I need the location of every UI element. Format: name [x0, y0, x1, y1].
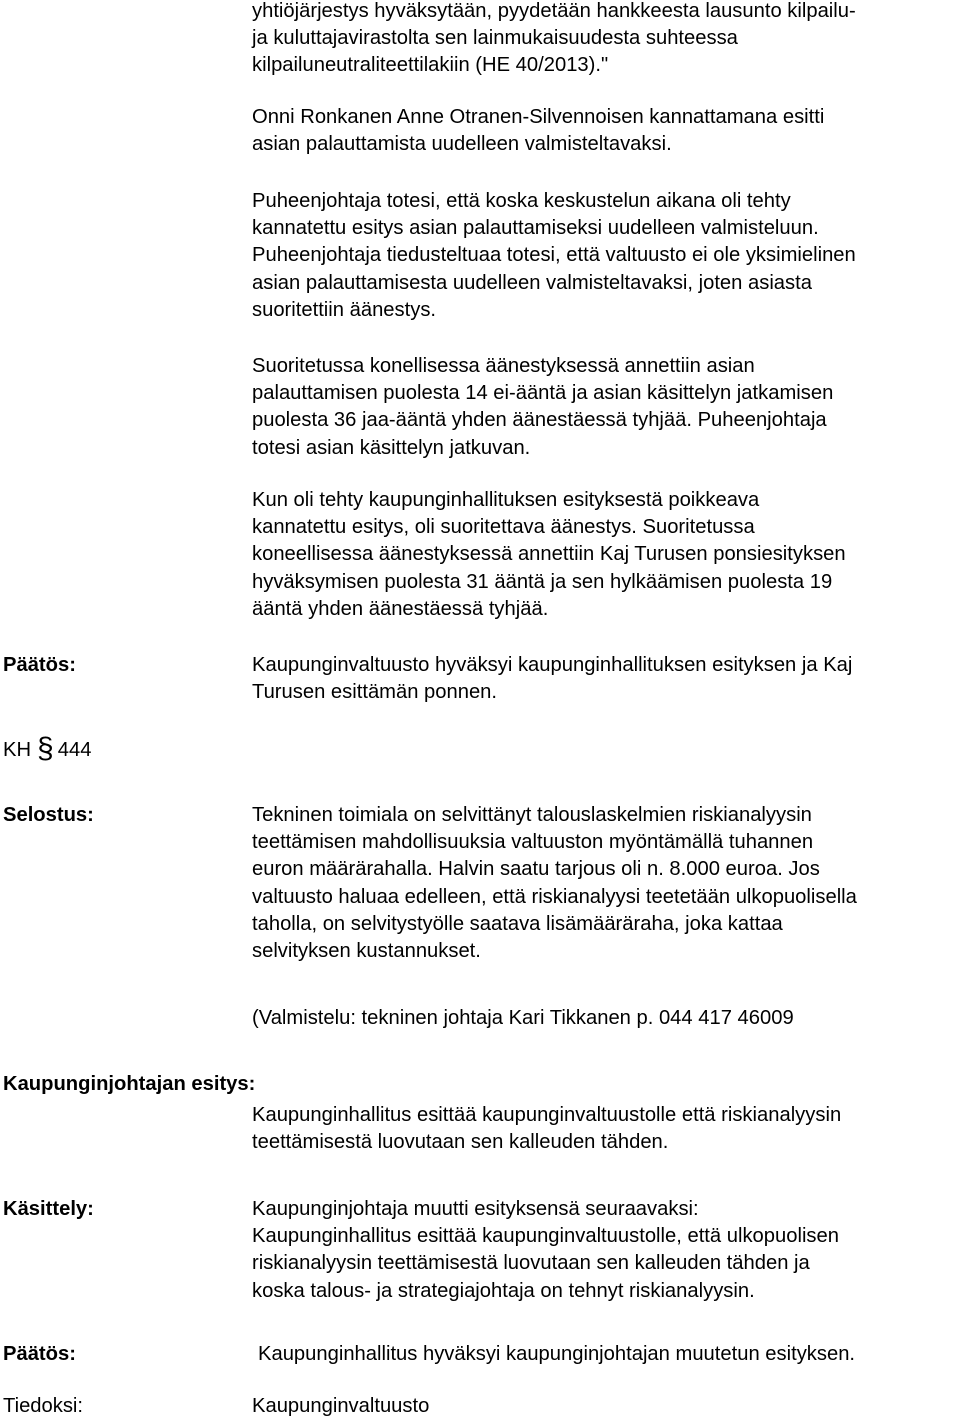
onni-paragraph: [252, 104, 960, 158]
onni-line: asian palauttamista uudelleen valmisteltavaksi.: [252, 133, 672, 156]
kh-prefix: KH: [3, 739, 32, 761]
section-mark: §: [37, 732, 54, 765]
suoritetussa-line: palauttamisen puolesta 14 ei-ääntä ja asian käsittelyn jatkamisen: [252, 382, 834, 405]
selostus-text: [252, 802, 960, 965]
section-number: [3, 732, 92, 765]
puheenjohtaja-line: kannatettu esitys asian palauttamiseksi uudelleen valmisteluun.: [252, 217, 819, 240]
paatos2-label: Päätös:: [3, 1343, 76, 1365]
suoritetussa-paragraph: [252, 353, 960, 462]
paatos2-text: Kaupunginhallitus hyväksyi kaupunginjohtajan muutetun esityksen.: [258, 1343, 856, 1365]
puheenjohtaja-line: suoritettiin äänestys.: [252, 298, 437, 321]
kasittely-line: riskianalyysin teettämisestä luovutaan sen kalleuden tähden ja: [252, 1252, 810, 1275]
puheenjohtaja-line: Puheenjohtaja totesi, että koska keskustelun aikana oli tehty: [252, 190, 791, 212]
paatos-label: Päätös:: [3, 654, 76, 676]
kun-line: koneellisessa äänestyksessä annettiin Kaj Turusen ponsiesityksen: [252, 543, 846, 566]
puheenjohtaja-line: asian palauttamisesta uudelleen valmisteltavaksi, joten asiasta: [252, 271, 812, 294]
selostus-line: valtuusto haluaa edelleen, että riskianalyysi teetetään ulkopuolisella: [252, 885, 857, 908]
intro-line: kilpailuneutraliteettilakiin (HE 40/2013).": [252, 54, 609, 77]
selostus-line: taholla, on selvitystyölle saatava lisämääräraha, joka kattaa: [252, 912, 783, 935]
kun-line: Kun oli tehty kaupunginhallituksen esityksestä poikkeava: [252, 489, 760, 511]
puheenjohtaja-paragraph: [252, 188, 960, 324]
kasittely-text: [252, 1196, 960, 1305]
paatos-line: Turusen esittämän ponnen.: [252, 681, 498, 704]
intro-line: yhtiöjärjestys hyväksytään, pyydetään hankkeesta lausunto kilpailu-: [252, 0, 856, 22]
kun-paragraph: [252, 487, 960, 623]
esitys-line: Kaupunginhallitus esittää kaupunginvaltuustolle että riskianalyysin: [252, 1104, 842, 1126]
suoritetussa-line: totesi asian käsittelyn jatkuvan.: [252, 436, 531, 459]
kun-line: hyväksymisen puolesta 31 ääntä ja sen hylkäämisen puolesta 19: [252, 570, 833, 593]
tiedoksi-label: Tiedoksi:: [3, 1395, 84, 1417]
valmistelu-note: (Valmistelu: tekninen johtaja Kari Tikkanen p. 044 417 46009: [252, 1007, 794, 1029]
kaupunginjohtajan-esitys-text: [252, 1102, 960, 1156]
selostus-line: selvityksen kustannukset.: [252, 940, 481, 963]
selostus-line: teettämisen mahdollisuuksia valtuuston myöntämällä tuhannen: [252, 831, 814, 854]
esitys-line: teettämisestä luovutaan sen kalleuden tähden.: [252, 1131, 669, 1154]
kasittely-line: Kaupunginjohtaja muutti esityksensä seuraavaksi:: [252, 1198, 699, 1220]
kun-line: ääntä yhden äänestäessä tyhjää.: [252, 597, 549, 620]
kun-line: kannatettu esitys, oli suoritettava äänestys. Suoritetussa: [252, 516, 755, 539]
puheenjohtaja-line: Puheenjohtaja tiedusteltuaa totesi, että valtuusto ei ole yksimielinen: [252, 244, 856, 267]
suoritetussa-line: Suoritetussa konellisessa äänestyksessä annettiin asian: [252, 355, 755, 377]
kasittely-label: Käsittely:: [3, 1198, 94, 1220]
selostus-line: Tekninen toimiala on selvittänyt talouslaskelmien riskianalyysin: [252, 804, 812, 826]
paatos-line: Kaupunginvaltuusto hyväksyi kaupunginhallituksen esityksen ja Kaj: [252, 654, 853, 676]
intro-paragraph: [252, 0, 960, 80]
kasittely-line: Kaupunginhallitus esittää kaupunginvaltuustolle, että ulkopuolisen: [252, 1225, 839, 1248]
intro-line: ja kuluttajavirastolta sen lainmukaisuudesta suhteessa: [252, 27, 738, 50]
selostus-label: Selostus:: [3, 804, 94, 826]
selostus-line: euron määrärahalla. Halvin saatu tarjous oli n. 8.000 euroa. Jos: [252, 858, 820, 881]
tiedoksi-text: Kaupunginvaltuusto: [252, 1395, 430, 1417]
kh-number: 444: [57, 739, 92, 761]
kasittely-line: koska talous- ja strategiajohtaja on tehnyt riskianalyysin.: [252, 1279, 755, 1302]
paatos-text: [252, 652, 960, 706]
onni-line: Onni Ronkanen Anne Otranen-Silvennoisen kannattamana esitti: [252, 106, 825, 128]
kaupunginjohtajan-esitys-label: Kaupunginjohtajan esitys:: [3, 1073, 256, 1095]
suoritetussa-line: puolesta 36 jaa-ääntä yhden äänestäessä tyhjää. Puheenjohtaja: [252, 409, 827, 432]
